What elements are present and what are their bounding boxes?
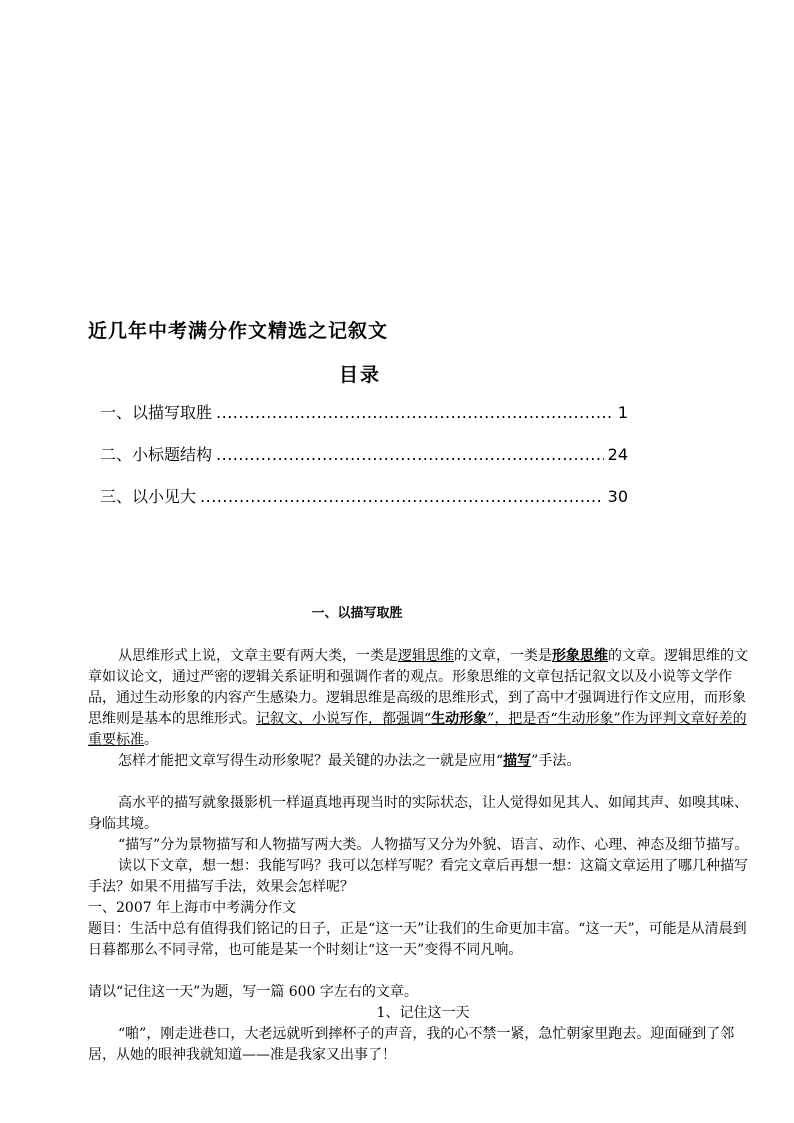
section-body: [88, 646, 758, 1066]
underlined-text: 记叙文、小说写作，都强调“: [256, 711, 432, 727]
toc-leader-dots: [200, 487, 604, 506]
toc-entry[interactable]: [100, 484, 628, 526]
toc-entry-label: 一、以描写取胜: [100, 403, 213, 422]
toc-entry-page: 30: [607, 487, 628, 506]
toc-entry-label: 三、以小见大: [100, 487, 197, 506]
example-heading: 一、2007 年上海市中考满分作文: [88, 900, 297, 916]
toc-entry-label: 二、小标题结构: [100, 445, 213, 464]
toc-entry[interactable]: [100, 442, 628, 484]
document-title: 近几年中考满分作文精选之记叙文: [88, 320, 389, 342]
text-run: 的文章，一类是: [454, 648, 552, 664]
toc-entry-page: 24: [607, 445, 628, 464]
section-heading: 一、以描写取胜: [311, 606, 403, 621]
toc-leader-dots: [216, 445, 604, 464]
text-run: 怎样才能把文章写得生动形象呢？最关键的办法之一就是应用“: [118, 753, 504, 769]
text-run: 从思维形式上说，文章主要有两大类，一类是: [118, 648, 398, 664]
paragraph-how-to: [88, 751, 758, 772]
underlined-term: 逻辑思维: [398, 648, 454, 664]
emphasized-term: 描写: [503, 753, 532, 769]
blank-line: [88, 772, 758, 793]
paragraph-categories: “描写”分为景物描写和人物描写两大类。人物描写又分为外貌、语言、动作、心理、神态及细节描写。: [118, 837, 749, 853]
essay-paragraph: “啪”，刚走进巷口，大老远就听到摔杯子的声音，我的心不禁一紧，急忙朝家里跑去。迎面碰到了邻居，从她的眼神我就知道——准是我家又出事了！: [88, 1026, 735, 1063]
blank-line: [88, 961, 758, 982]
toc-heading: 目录: [338, 364, 381, 386]
toc-leader-dots: [216, 403, 614, 422]
paragraph-exercise: 读以下文章，想一想：我能写吗？我可以怎样写呢？看完文章后再想一想：这篇文章运用了哪几种描写手法？如果不用描写手法，效果会怎样呢？: [88, 858, 748, 895]
essay-prompt: 题目：生活中总有值得我们铭记的日子，正是“这一天”让我们的生命更加丰富。“这一天”，可能是从清晨到日暮都那么不同寻常，也可能是某一个时刻让“这一天”变得不同凡响。: [88, 921, 747, 958]
essay-title: 1、记住这一天: [376, 1005, 470, 1021]
text-run: 的文章。逻辑思维的文章如议论文，通过严密的逻辑关系证明和强调作者的观点。形象思维的文章包括记叙文以及小说等文学作品，通过生动形象的内容产生感染力。逻辑思维是高级的思维形式，到了高中才强调进行作文应用，而形象思维则是基本的思维形式。: [88, 648, 748, 727]
essay-requirement: 请以“记住这一天”为题，写一篇 600 字左右的文章。: [88, 984, 418, 1000]
toc-entry[interactable]: [100, 400, 628, 442]
paragraph-description: 高水平的描写就象摄影机一样逼真地再现当时的实际状态，让人觉得如见其人、如闻其声、如嗅其味、身临其境。: [88, 795, 748, 832]
table-of-contents: [100, 400, 628, 526]
emphasized-term: 形象思维: [552, 648, 608, 664]
underlined-text: ”，把是否“生动形象”作为评判文章好差的重要标准: [88, 711, 747, 748]
text-run: ”手法。: [531, 753, 581, 769]
text-run: 。: [144, 732, 158, 748]
paragraph-thinking-forms: [88, 646, 758, 751]
emphasized-term: 生动形象: [431, 711, 488, 727]
toc-entry-page: 1: [617, 403, 628, 422]
